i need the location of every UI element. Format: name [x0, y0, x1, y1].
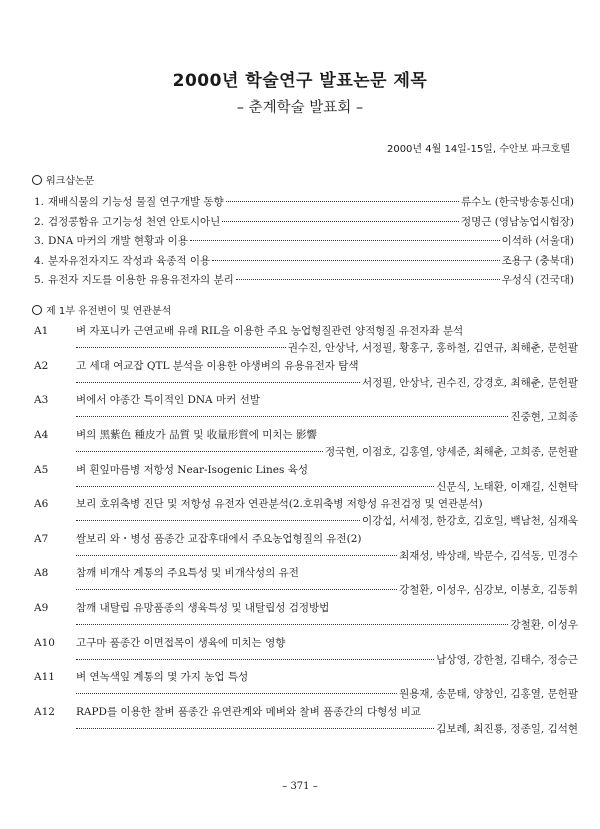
- paper-title: 고구마 품종간 이면접목이 생육에 미치는 영향: [76, 636, 286, 649]
- paper-entry: [34, 427, 578, 462]
- item-number: 4.: [34, 254, 45, 267]
- paper-authors: 권수진, 안상낙, 서정필, 황홍구, 홍하철, 김연규, 최해춘, 문헌팔: [287, 342, 578, 354]
- paper-entry: [34, 531, 578, 566]
- paper-entry: [34, 392, 578, 427]
- section-heading-part1: [32, 302, 171, 317]
- paper-title: 벼에서 야종간 특이적인 DNA 마커 선발: [76, 394, 260, 407]
- dot-leader: [76, 451, 323, 452]
- paper-entry: [34, 462, 578, 497]
- dot-leader: [226, 201, 459, 202]
- dot-leader: [76, 486, 434, 487]
- paper-entry: [34, 496, 578, 531]
- paper-code: A11: [34, 671, 55, 684]
- dot-leader: [76, 589, 397, 590]
- item-title: DNA 마커의 개발 현황과 이용: [48, 235, 188, 247]
- paper-title: 벼 흰잎마름병 저항성 Near-Isogenic Lines 육성: [76, 463, 308, 476]
- section-heading-label: 워크샵논문: [46, 176, 95, 187]
- paper-code: A9: [34, 602, 49, 615]
- item-author: 이석하 (서울대): [501, 235, 574, 247]
- paper-authors: 신문식, 노태환, 이재길, 신현탁: [436, 480, 578, 493]
- paper-authors: 김보례, 최진룡, 정종일, 김석현: [436, 723, 578, 736]
- section-heading-label: 제 1부 유전변이 및 연관분석: [46, 306, 172, 317]
- circle-bullet-icon: [32, 175, 42, 185]
- dot-leader: [236, 279, 500, 280]
- paper-title: 참깨 비개삭 계통의 주요특성 및 비개삭성의 유전: [76, 567, 299, 580]
- item-title: 분자유전자지도 작성과 육종적 이용: [48, 254, 211, 267]
- paper-title: 벼의 黑紫色 種皮가 品質 및 收量形質에 미치는 影響: [76, 428, 318, 441]
- dot-leader: [190, 240, 500, 241]
- list-item: [34, 253, 574, 273]
- paper-authors: 이강섭, 서세정, 한강호, 김호일, 백남천, 심재욱: [362, 515, 578, 528]
- dot-leader: [76, 624, 508, 625]
- paper-code: A10: [34, 636, 55, 649]
- item-author: 조용구 (충북대): [501, 254, 574, 267]
- paper-code: A5: [34, 463, 49, 476]
- dot-leader: [76, 693, 397, 694]
- page-title: 2000년 학술연구 발표논문 제목: [172, 71, 428, 91]
- page-number: – 371 –: [282, 781, 318, 792]
- circle-bullet-icon: [32, 305, 42, 315]
- paper-authors: 서정필, 안상낙, 권수진, 강경호, 최해춘, 문헌팔: [362, 376, 578, 389]
- paper-entry: [34, 600, 578, 635]
- list-item: [34, 272, 574, 292]
- dot-leader: [76, 382, 360, 383]
- paper-code: A1: [34, 325, 49, 337]
- item-title: 재배식물의 기능성 물질 연구개발 동향: [48, 196, 224, 208]
- dot-leader: [76, 728, 434, 729]
- paper-code: A3: [34, 394, 49, 407]
- paper-title: 쌀보리 와・병성 품종간 교잡후대에서 주요농업형질의 유전(2): [76, 532, 362, 545]
- paper-title: 보리 호위축병 진단 및 저항성 유전자 연관분석(2.호위축병 저항성 유전검정 및 연관분석): [76, 498, 483, 511]
- paper-authors: 원용재, 송문태, 양창인, 김홍열, 문헌팔: [399, 688, 578, 701]
- dot-leader: [76, 416, 508, 417]
- dot-leader: [222, 221, 459, 222]
- item-number: 3.: [34, 235, 45, 247]
- dot-leader: [212, 260, 499, 261]
- paper-entry: [34, 635, 578, 670]
- item-number: 1.: [34, 196, 45, 208]
- paper-title: 벼 연녹색잎 계통의 몇 가지 농업 특성: [76, 671, 249, 684]
- paper-code: A2: [34, 359, 49, 372]
- paper-code: A7: [34, 532, 49, 545]
- item-number: 5.: [34, 274, 45, 286]
- paper-title: 고 세대 여교잡 QTL 분석을 이용한 야생벼의 유용유전자 탐색: [76, 359, 359, 372]
- paper-authors: 남상영, 강한철, 김태수, 정승근: [436, 653, 578, 666]
- paper-entry: [34, 669, 578, 704]
- item-author: 우성식 (건국대): [501, 274, 574, 286]
- item-author: 류수노 (한국방송통신대): [461, 196, 574, 208]
- event-info: 2000년 4월 14일-15일, 수안보 파크호텔: [386, 144, 570, 155]
- paper-list: [34, 323, 578, 739]
- paper-code: A6: [34, 498, 49, 511]
- item-title: 검정콩함유 고기능성 천연 안토시아닌: [48, 215, 221, 228]
- dot-leader: [76, 555, 397, 556]
- paper-entry: [34, 565, 578, 600]
- dot-leader: [76, 659, 434, 660]
- item-number: 2.: [34, 215, 45, 228]
- dot-leader: [76, 347, 286, 348]
- paper-entry: [34, 323, 578, 358]
- paper-authors: 정국현, 이점호, 김홍열, 양세준, 최해춘, 고희종, 문헌팔: [324, 445, 578, 458]
- item-author: 정명근 (영남농업시험장): [461, 215, 574, 228]
- paper-title: 벼 자포니카 근연교배 유래 RIL을 이용한 주요 농업형질관련 양적형질 유전자좌 분석: [76, 325, 464, 337]
- dot-leader: [76, 520, 360, 521]
- paper-authors: 강철환, 이성우: [510, 619, 578, 632]
- paper-entry: [34, 358, 578, 393]
- paper-code: A12: [34, 706, 55, 719]
- paper-authors: 최재성, 박상래, 박문수, 김석동, 민경수: [399, 549, 578, 562]
- paper-title: 참깨 내탈립 유망품종의 생육특성 및 내탈립성 검정방법: [76, 602, 330, 615]
- list-item: [34, 214, 574, 234]
- list-item: [34, 194, 574, 214]
- paper-entry: [34, 704, 578, 739]
- section-heading-workshop: [32, 172, 94, 187]
- paper-authors: 강철환, 이성우, 심강보, 이봉호, 김동휘: [399, 584, 578, 597]
- paper-title: RAPD를 이용한 찰벼 품종간 유연관계와 메벼와 찰벼 품종간의 다형성 비교: [76, 706, 422, 719]
- paper-code: A8: [34, 567, 49, 580]
- list-item: [34, 233, 574, 253]
- item-title: 유전자 지도를 이용한 유용유전자의 분리: [48, 274, 234, 286]
- paper-authors: 진중현, 고희종: [510, 411, 578, 424]
- page-subtitle: – 춘계학술 발표회 –: [236, 100, 364, 116]
- workshop-list: [34, 194, 574, 292]
- paper-code: A4: [34, 428, 49, 441]
